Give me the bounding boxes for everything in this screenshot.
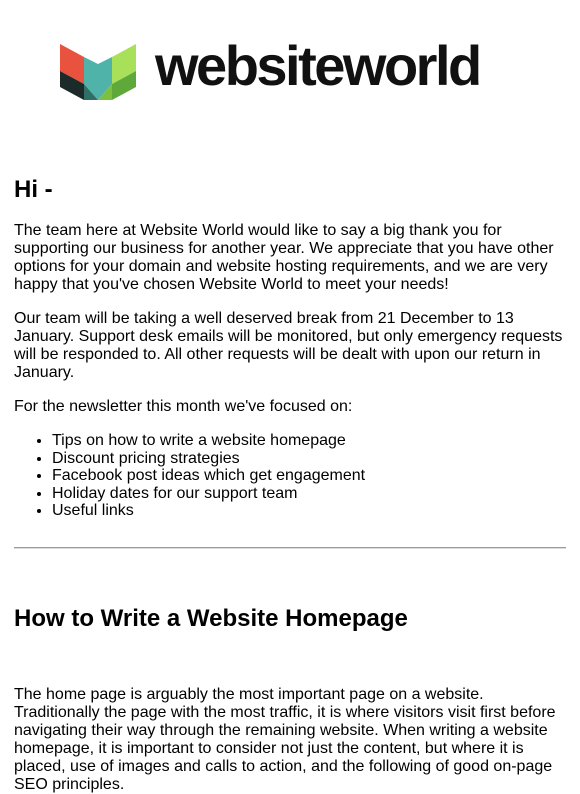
section-paragraph: The home page is arguably the most important page on a website. Traditionally the page with the most traffic, it is where visitors visit first before navigating their way through the remaining website. When writing a website homepage, it is important to consider not just the content, but where it is placed, use of images and calls to action, and the following of good on-page SEO principles. bbox=[14, 686, 556, 793]
list-item: • Discount pricing strategies bbox=[52, 450, 566, 468]
greeting-heading: Hi - bbox=[14, 176, 53, 203]
intro-paragraph-thanks: The team here at Website World would like to say a big thank you for supporting our business for another year. We appreciate that you have other options for your domain and website hosting requirements, and we are very happy that you've chosen Website World to meet your needs! bbox=[14, 222, 554, 293]
topics-list bbox=[14, 432, 566, 520]
logo-wordmark: websiteworld bbox=[155, 34, 480, 97]
website-world-logo[interactable] bbox=[60, 34, 522, 102]
logo-mark-icon bbox=[60, 44, 136, 100]
intro-section bbox=[14, 172, 566, 520]
section-divider bbox=[14, 547, 566, 549]
section-heading: How to Write a Website Homepage bbox=[14, 605, 408, 632]
intro-paragraph-topics: For the newsletter this month we've focused on: bbox=[14, 398, 353, 415]
list-item: • Useful links bbox=[52, 502, 566, 520]
intro-paragraph-holiday: Our team will be taking a well deserved break from 21 December to 13 January. Support desk emails will be monitored, but only emergency requests will be responded to. All other requests will be dealt with upon our return in January. bbox=[14, 310, 563, 381]
list-item: • Holiday dates for our support team bbox=[52, 485, 566, 503]
list-item: • Tips on how to write a website homepage bbox=[52, 432, 566, 450]
newsletter-header bbox=[0, 0, 580, 130]
list-item: • Facebook post ideas which get engagement bbox=[52, 467, 566, 485]
